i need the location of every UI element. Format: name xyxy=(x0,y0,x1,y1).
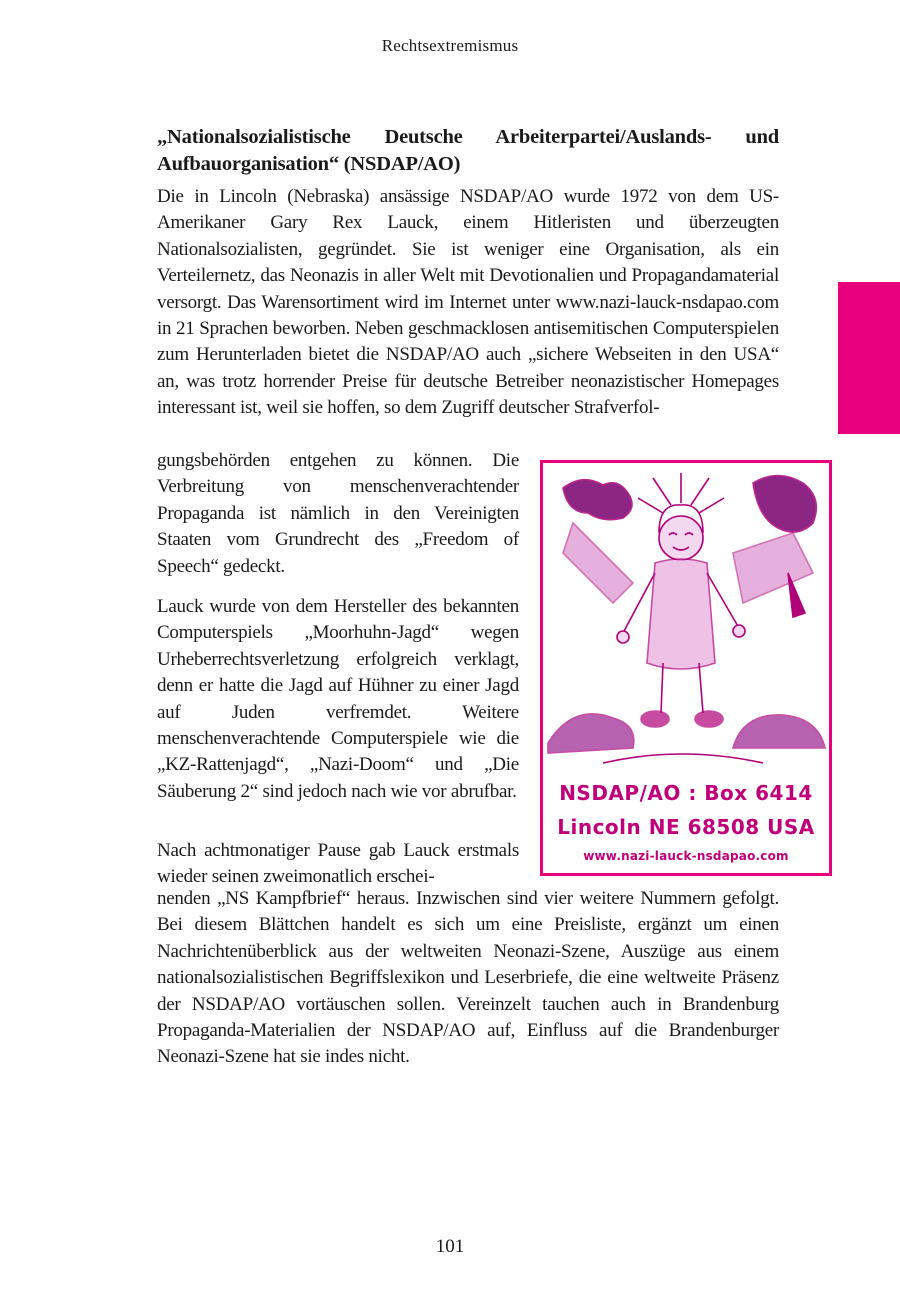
paragraph-1-continued: gungsbehörden entgehen zu können. Die Verbreitung von menschenverachtender Propaganda ist nämlich in den Vereinigten Staaten vom Grundrecht des „Freedom of Speech“ gedeckt. xyxy=(157,450,519,577)
section-color-tab xyxy=(838,282,900,434)
paragraph-3-start: Nach achtmonatiger Pause gab Lauck erstmals wieder seinen zweimonatlich erschei- xyxy=(157,840,519,888)
propaganda-image xyxy=(540,460,832,876)
paragraph-2: Lauck wurde von dem Hersteller des bekannten Computerspiels „Moorhuhn-Jagd“ wegen Urheberrechtsverletzung erfolgreich verklagt, denn er hatte die Jagd auf Hühner zu einer Jagd auf Juden verfremdet. Weitere menschenverachtende Computerspiele wie die „KZ-Rattenjagd“, „Nazi-Doom“ und „Die Säuberung 2“ sind jedoch nach wie vor abrufbar. xyxy=(157,596,519,802)
paragraph-3-continued: nenden „NS Kampfbrief“ heraus. Inzwischen sind vier weitere Nummern gefolgt. Bei diesem Blättchen handelt es sich um eine Preisliste, ergänzt um einen Nachrichtenüberblick aus der weltweiten Neonazi-Szene, Auszüge aus einem nationalsozialistischen Begriffslexikon und Leserbriefe, die eine weltweite Präsenz der NSDAP/AO vortäuschen sollen. Vereinzelt tauchen auch in Brandenburg Propaganda-Materialien der NSDAP/AO auf, Einfluss auf die Brandenburger Neonazi-Szene hat sie indes nicht. xyxy=(157,888,779,1068)
running-header: Rechtsextremismus xyxy=(381,36,519,55)
section-title: „Nationalsozialistische Deutsche Arbeiterpartei/Auslands- und Aufbauorganisation“ (NSDAP/AO) xyxy=(157,126,779,175)
figure-caption-line-1: NSDAP/AO : Box 6414 xyxy=(559,781,813,805)
page-number: 101 xyxy=(435,1236,465,1257)
figure-caption-url: www.nazi-lauck-nsdapao.com xyxy=(583,849,789,863)
paragraph-1: Die in Lincoln (Nebraska) ansässige NSDAP/AO wurde 1972 von dem US-Amerikaner Gary Rex Lauck, einem Hitleristen und überzeugten Nationalsozialisten, gegründet. Sie ist weniger eine Organisation, als ein Verteilernetz, das Neonazis in aller Welt mit Devotionalien und Propagandamaterial versorgt. Das Warensortiment wird im Internet unter www.nazi-lauck-nsdapao.com in 21 Sprachen beworben. Neben geschmacklosen antisemitischen Computerspielen zum Herunterladen bietet die NSDAP/AO auch „sichere Webseiten in den USA“ an, was trotz horrender Preise für deutsche Betreiber neonazistischer Homepages interessant ist, weil sie hoffen, so dem Zugriff deutscher Strafverfol- xyxy=(157,186,779,419)
propaganda-illustration xyxy=(543,463,829,773)
figure-caption-line-2: Lincoln NE 68508 USA xyxy=(557,815,815,839)
